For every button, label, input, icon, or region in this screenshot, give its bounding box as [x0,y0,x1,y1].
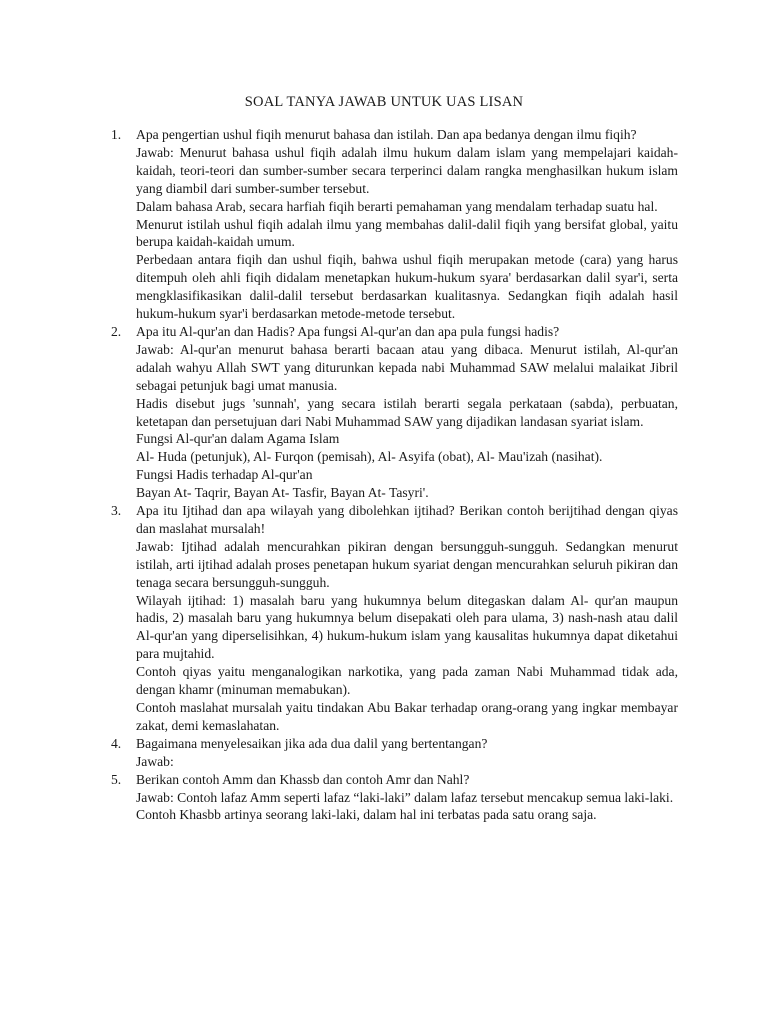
document-title: SOAL TANYA JAWAB UNTUK UAS LISAN [244,94,524,110]
question-text: Apa itu Ijtihad dan apa wilayah yang dibolehkan ijtihad? Berikan contoh berijtihad dengan qiyas dan maslahat mursalah! [136,503,678,536]
answer-paragraph: Jawab: Contoh lafaz Amm seperti lafaz “laki-laki” dalam lafaz tersebut mencakup semua laki-laki. [136,789,674,805]
answer-paragraph: Bayan At- Taqrir, Bayan At- Tasfir, Bayan At- Tasyri'. [136,485,429,501]
answer-paragraph: Menurut istilah ushul fiqih adalah ilmu yang membahas dalil-dalil fiqih yang bersifat global, yaitu berupa kaidah-kaidah umum. [136,216,678,250]
question-text: Bagaimana menyelesaikan jika ada dua dalil yang bertentangan? [136,735,488,751]
answer-paragraph: Contoh Khasbb artinya seorang laki-laki, dalam hal ini terbatas pada satu orang saja. [136,807,597,823]
item-number: 1. [111,127,122,142]
question-text: Berikan contoh Amm dan Khassb dan contoh Amr dan Nahl? [136,771,470,787]
question-text: Apa itu Al-qur'an dan Hadis? Apa fungsi Al-qur'an dan apa pula fungsi hadis? [136,323,560,339]
answer-paragraph: Perbedaan antara fiqih dan ushul fiqih, bahwa ushul fiqih merupakan metode (cara) yang harus ditempuh oleh ahli fiqih didalam menetapkan hukum-hukum syara' berdasarkan dalil syar'i, serta mengklasifikasikan dalil-dalil tersebut berdasarkan kualitasnya. Sedangkan fiqih adalah hasil hukum-hukum syar'i berdasarkan metode-metode tersebut. [136,252,678,322]
question-list [104,126,678,824]
answer-paragraph: Dalam bahasa Arab, secara harfiah fiqih berarti pemahaman yang mendalam terhadap suatu hal. [136,198,658,214]
answer-paragraph: Contoh maslahat mursalah yaitu tindakan Abu Bakar terhadap orang-orang yang ingkar membayar zakat, demi kemaslahatan. [136,700,678,733]
item-number: 4. [111,735,122,751]
question-item-2 [104,323,678,502]
answer-paragraph: Jawab: Ijtihad adalah mencurahkan pikiran dengan bersungguh-sungguh. Sedangkan menurut istilah, arti ijtihad adalah proses penetapan hukum syariat dengan mencurahkan seluruh pikiran dan tenaga secara bersungguh-sungguh. [136,538,678,590]
question-item-1 [104,126,678,323]
item-number: 3. [111,503,122,519]
answer-paragraph: Fungsi Hadis terhadap Al-qur'an [136,467,313,483]
question-item-3 [104,502,678,735]
answer-paragraph: Jawab: [136,753,174,769]
question-item-5 [104,771,678,825]
answer-paragraph: Jawab: Menurut bahasa ushul fiqih adalah ilmu hukum dalam islam yang mempelajari kaidah-kaidah, teori-teori dan sumber-sumber secara terperinci dalam rangka menghasilkan hukum islam yang diambil dari sumber-sumber tersebut. [136,144,678,196]
answer-paragraph: Jawab: Al-qur'an menurut bahasa berarti bacaan atau yang dibaca. Menurut istilah, Al-qur'an adalah wahyu Allah SWT yang diturunkan kepada nabi Muhammad SAW melalui malaikat Jibril sebagai petunjuk bagi umat manusia. [136,341,678,393]
question-item-4 [104,735,678,771]
answer-paragraph: Fungsi Al-qur'an dalam Agama Islam [136,431,340,447]
item-number: 5. [111,771,122,787]
item-number: 2. [111,323,122,339]
answer-paragraph: Hadis disebut jugs 'sunnah', yang secara istilah berarti segala perkataan (sabda), perbuatan, ketetapan dan persetujuan dari Nabi Muhammad SAW yang dijadikan landasan syariat islam. [136,395,678,429]
answer-paragraph: Al- Huda (petunjuk), Al- Furqon (pemisah), Al- Asyifa (obat), Al- Mau'izah (nasihat). [136,449,603,465]
question-text: Apa pengertian ushul fiqih menurut bahasa dan istilah. Dan apa bedanya dengan ilmu fiqih? [136,127,637,142]
answer-paragraph: Contoh qiyas yaitu menganalogikan narkotika, yang pada zaman Nabi Muhammad tidak ada, dengan khamr (minuman memabukan). [136,664,678,698]
answer-paragraph: Wilayah ijtihad: 1) masalah baru yang hukumnya belum ditegaskan dalam Al- qur'an maupun hadis, 2) masalah baru yang hukumnya belum disepakati oleh para ulama, 3) nash-nash atau dalil Al-qur'an yang diperselisihkan, 4) hukum-hukum islam yang kausalitas hukumnya dapat diketahui para mujtahid. [136,592,678,662]
